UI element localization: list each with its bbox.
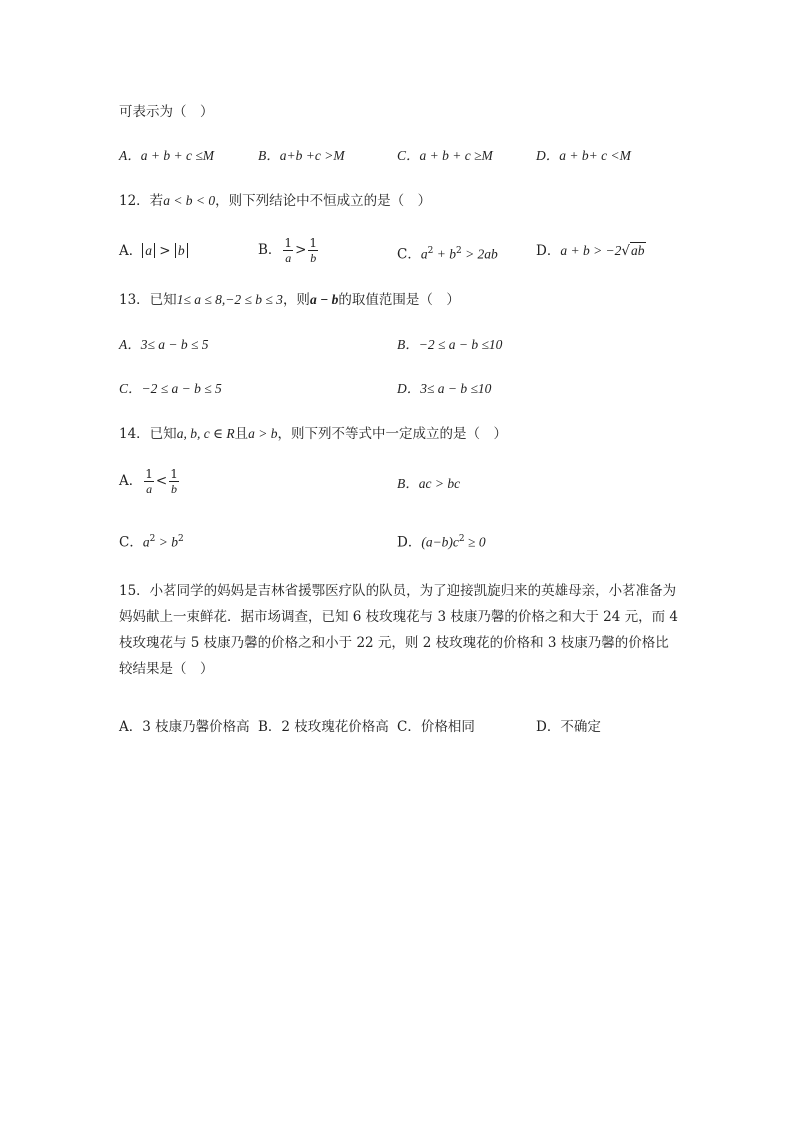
q14-option-d-sq: 2 (458, 534, 465, 544)
q13-option-b: B．−2 ≤ a − b ≤10 (397, 337, 503, 352)
q12-option-c-a: a (420, 246, 428, 262)
q12-option-c (397, 241, 498, 265)
q15-stem: 15．小茗同学的妈妈是吉林省援鄂医疗队的队员，为了迎接凯旋归来的英雄母亲，小茗准备为妈妈献上一束鲜花．据市场调查，已知 6 枝玫瑰花与 3 枝康乃馨的价格之和大于 24 元，而 4 枝玫瑰花与 5 枝康乃馨的价格之和小于 22 元，则 2 枝玫瑰花的价格和 3 枝康乃馨的价格比较结果是（ ） (119, 583, 678, 677)
q11-option-c: C．a + b + c ≥M (397, 148, 493, 163)
q14-a-num1: 1 (145, 467, 153, 481)
q12-option-c-sq2: 2 (455, 246, 462, 256)
q14-option-d (397, 529, 486, 553)
q14-option-d-tail: ≥ 0 (464, 534, 486, 550)
q12-option-b-label: B． (258, 242, 282, 258)
q14-option-c-a: a (142, 534, 150, 550)
q12-b-den1: a (285, 251, 292, 265)
q14-stem-mid: 且 (234, 426, 249, 442)
q12-b-num1: 1 (284, 236, 293, 250)
q12-stem-prefix: 12．若 (119, 193, 164, 209)
q14-option-b: B．ac > bc (397, 476, 461, 491)
q12-stem-condition: a < b < 0 (163, 193, 216, 208)
q13-stem-suffix: 的取值范围是（ ） (338, 292, 460, 308)
q14-stem-vars: a, b, c ∈ R (176, 426, 235, 441)
q14-option-a-label: A． (119, 473, 143, 489)
q14-a-num2: 1 (170, 467, 178, 481)
q14-option-c (119, 529, 184, 553)
q12-option-c-label: C． (397, 246, 421, 263)
sqrt-icon: √ (621, 243, 631, 259)
q12-option-c-sq1: 2 (427, 246, 434, 256)
q15-option-a: A．3 枝康乃馨价格高 (119, 719, 250, 735)
q12-option-a-label: A． (119, 243, 143, 259)
q14-option-a-lt: < (155, 473, 168, 489)
q14-a-den2: b (171, 482, 178, 496)
q14-stem-suffix: ，则下列不等式中一定成立的是（ ） (277, 426, 508, 442)
q13-stem-mid: ，则 (282, 292, 310, 308)
q12-option-d-sqrt: ab (631, 243, 645, 258)
q13-option-a: A．3≤ a − b ≤ 5 (119, 337, 209, 352)
q12-option-a-gt: > (155, 243, 175, 259)
q12-stem-suffix: ，则下列结论中不恒成立的是（ ） (215, 193, 432, 209)
q11-option-d: D．a + b+ c <M (536, 148, 631, 163)
q12-option-b-frac2 (308, 236, 318, 265)
q12-option-c-tail: > 2ab (461, 246, 498, 262)
q14-option-a-frac2 (169, 467, 179, 496)
q14-option-a-frac1 (144, 467, 154, 496)
q14-option-d-expr: (a−b)c (421, 534, 459, 550)
q14-stem (119, 424, 507, 444)
q11-stem-tail: 可表示为（ ） (119, 104, 214, 120)
q15-option-d: D．不确定 (536, 719, 601, 735)
q12-option-a (119, 241, 188, 261)
q13-stem-prefix: 13．已知 (119, 292, 177, 308)
q12-option-b-frac1 (283, 236, 293, 265)
q14-stem-prefix: 14．已知 (119, 426, 177, 442)
q11-option-b: B．a+b +c >M (258, 148, 345, 163)
q12-b-den2: b (310, 251, 317, 265)
q12-option-c-plus-b: + b (433, 246, 456, 262)
q14-option-d-label: D． (397, 534, 422, 551)
q14-option-a (119, 467, 181, 496)
q12-option-b (258, 236, 320, 265)
q12-option-a-abs-a: a (142, 243, 155, 258)
q13-option-c: C．−2 ≤ a − b ≤ 5 (119, 381, 222, 396)
q12-stem (119, 191, 431, 211)
q14-option-c-gt-b: > b (155, 534, 178, 550)
q11-option-a: A．a + b + c ≤M (119, 148, 214, 163)
q14-option-c-sq2: 2 (177, 534, 184, 544)
q14-stem-condition: a > b (248, 426, 278, 441)
q13-option-d: D．3≤ a − b ≤10 (397, 381, 492, 396)
q13-stem (119, 290, 460, 310)
q12-option-d (536, 241, 646, 261)
q14-a-den1: a (146, 482, 153, 496)
q12-option-d-label: D． (536, 243, 561, 259)
q12-option-b-gt: > (295, 242, 307, 258)
q12-b-num2: 1 (309, 236, 318, 250)
q13-stem-condition: 1≤ a ≤ 8,−2 ≤ b ≤ 3 (176, 292, 283, 307)
q14-option-c-sq1: 2 (149, 534, 156, 544)
q13-stem-expr: a − b (309, 292, 339, 307)
q12-option-d-expr: a + b > −2 (560, 243, 622, 258)
q12-option-a-abs-b: b (175, 243, 188, 258)
q15-option-c: C．价格相同 (397, 719, 475, 735)
q14-option-c-label: C． (119, 534, 143, 551)
q15-option-b: B．2 枝玫瑰花价格高 (258, 719, 389, 735)
